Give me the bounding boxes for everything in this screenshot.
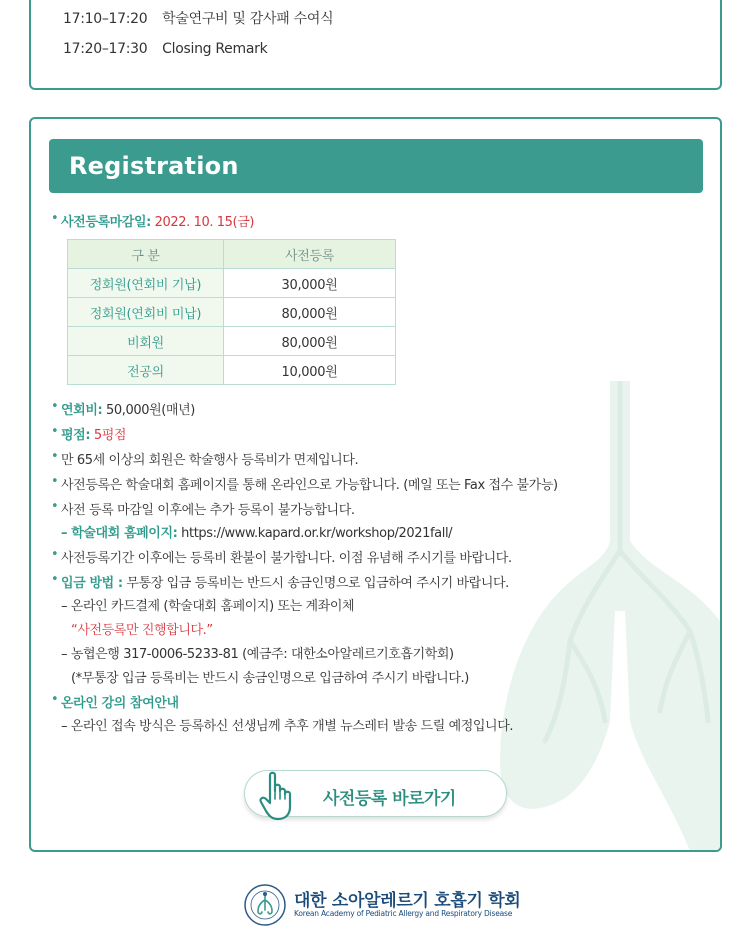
credits-line — [61, 424, 126, 443]
payment-label: 입금 방법 : — [61, 576, 123, 591]
society-name: 대한 소아알레르기 호흡기 학회 — [294, 891, 521, 911]
registration-section — [29, 117, 722, 852]
homepage-link[interactable]: https://www.kapard.or.kr/workshop/2021fall/ — [181, 526, 453, 541]
table-cell-fee: 80,000원 — [224, 327, 396, 356]
schedule-box — [29, 0, 722, 90]
note-refund: • 사전등록기간 이후에는 등록비 환불이 불가합니다. 이점 유념해 주시기를 바랍니다. — [61, 547, 512, 566]
pointer-hand-icon — [257, 769, 297, 821]
table-row — [68, 356, 396, 385]
payment-text: 무통장 입금 등록비는 반드시 송금인명으로 입금하여 주시기 바랍니다. — [126, 576, 509, 591]
table-cell-category: 정회원(연회비 기납) — [68, 269, 224, 298]
pre-registration-label: 사전등록 바로가기 — [323, 789, 456, 809]
table-cell-fee: 30,000원 — [224, 269, 396, 298]
payment-bank: – 농협은행 317-0006-5233-81 (예금주: 대한소아알레르기호흡기학회) — [61, 647, 454, 662]
homepage-line — [61, 522, 452, 541]
payment-card-note: “사전등록만 진행합니다.” — [71, 623, 213, 638]
credits-label: 평점: — [61, 428, 91, 443]
schedule-time: 17:20–17:30 — [63, 41, 148, 57]
column-header-category: 구 분 — [68, 240, 224, 269]
registration-title: Registration — [49, 139, 703, 193]
payment-line — [61, 572, 509, 591]
deadline-value: 2022. 10. 15(금) — [154, 215, 255, 230]
footer — [244, 884, 521, 926]
schedule-row — [63, 41, 267, 57]
table-row — [68, 327, 396, 356]
pre-registration-button[interactable] — [244, 770, 507, 817]
online-text: – 온라인 접속 방식은 등록하신 선생님께 추후 개별 뉴스레터 발송 드릴 예정입니다. — [61, 719, 514, 734]
payment-card: – 온라인 카드결제 (학술대회 홈페이지) 또는 계좌이체 — [61, 599, 355, 614]
schedule-item: Closing Remark — [162, 41, 268, 57]
homepage-label: – 학술대회 홈페이지: — [61, 526, 178, 541]
note-after: • 사전 등록 마감일 이후에는 추가 등록이 불가능합니다. — [61, 499, 355, 518]
column-header-fee: 사전등록 — [224, 240, 396, 269]
table-cell-category: 정회원(연회비 미납) — [68, 298, 224, 327]
fee-table — [67, 239, 396, 385]
note-age: • 만 65세 이상의 회원은 학술행사 등록비가 면제입니다. — [61, 449, 358, 468]
table-row — [68, 269, 396, 298]
credits-value: 5평점 — [93, 428, 127, 443]
deadline-line — [61, 211, 254, 230]
schedule-item: 학술연구비 및 감사패 수여식 — [162, 11, 334, 27]
society-english-name: Korean Academy of Pediatric Allergy and Respiratory Disease — [294, 909, 513, 918]
table-cell-category: 비회원 — [68, 327, 224, 356]
online-line — [61, 692, 179, 711]
table-header-row — [68, 240, 396, 269]
online-label: 온라인 강의 참여안내 — [61, 696, 179, 711]
schedule-row — [63, 8, 333, 28]
annual-fee-label: 연회비: — [61, 403, 103, 418]
payment-bank-note: (*무통장 입금 등록비는 반드시 송금인명으로 입금하여 주시기 바랍니다.) — [71, 671, 469, 686]
table-cell-fee: 10,000원 — [224, 356, 396, 385]
society-seal-icon — [244, 884, 286, 926]
annual-fee-line — [61, 399, 195, 418]
table-cell-category: 전공의 — [68, 356, 224, 385]
table-cell-fee: 80,000원 — [224, 298, 396, 327]
annual-fee-value: 50,000원(매년) — [106, 403, 195, 418]
deadline-label: 사전등록마감일: — [61, 215, 151, 230]
note-online: • 사전등록은 학술대회 홈페이지를 통해 온라인으로 가능합니다. (메일 또는 Fax 접수 불가능) — [61, 474, 558, 493]
table-row — [68, 298, 396, 327]
schedule-time: 17:10–17:20 — [63, 11, 148, 27]
